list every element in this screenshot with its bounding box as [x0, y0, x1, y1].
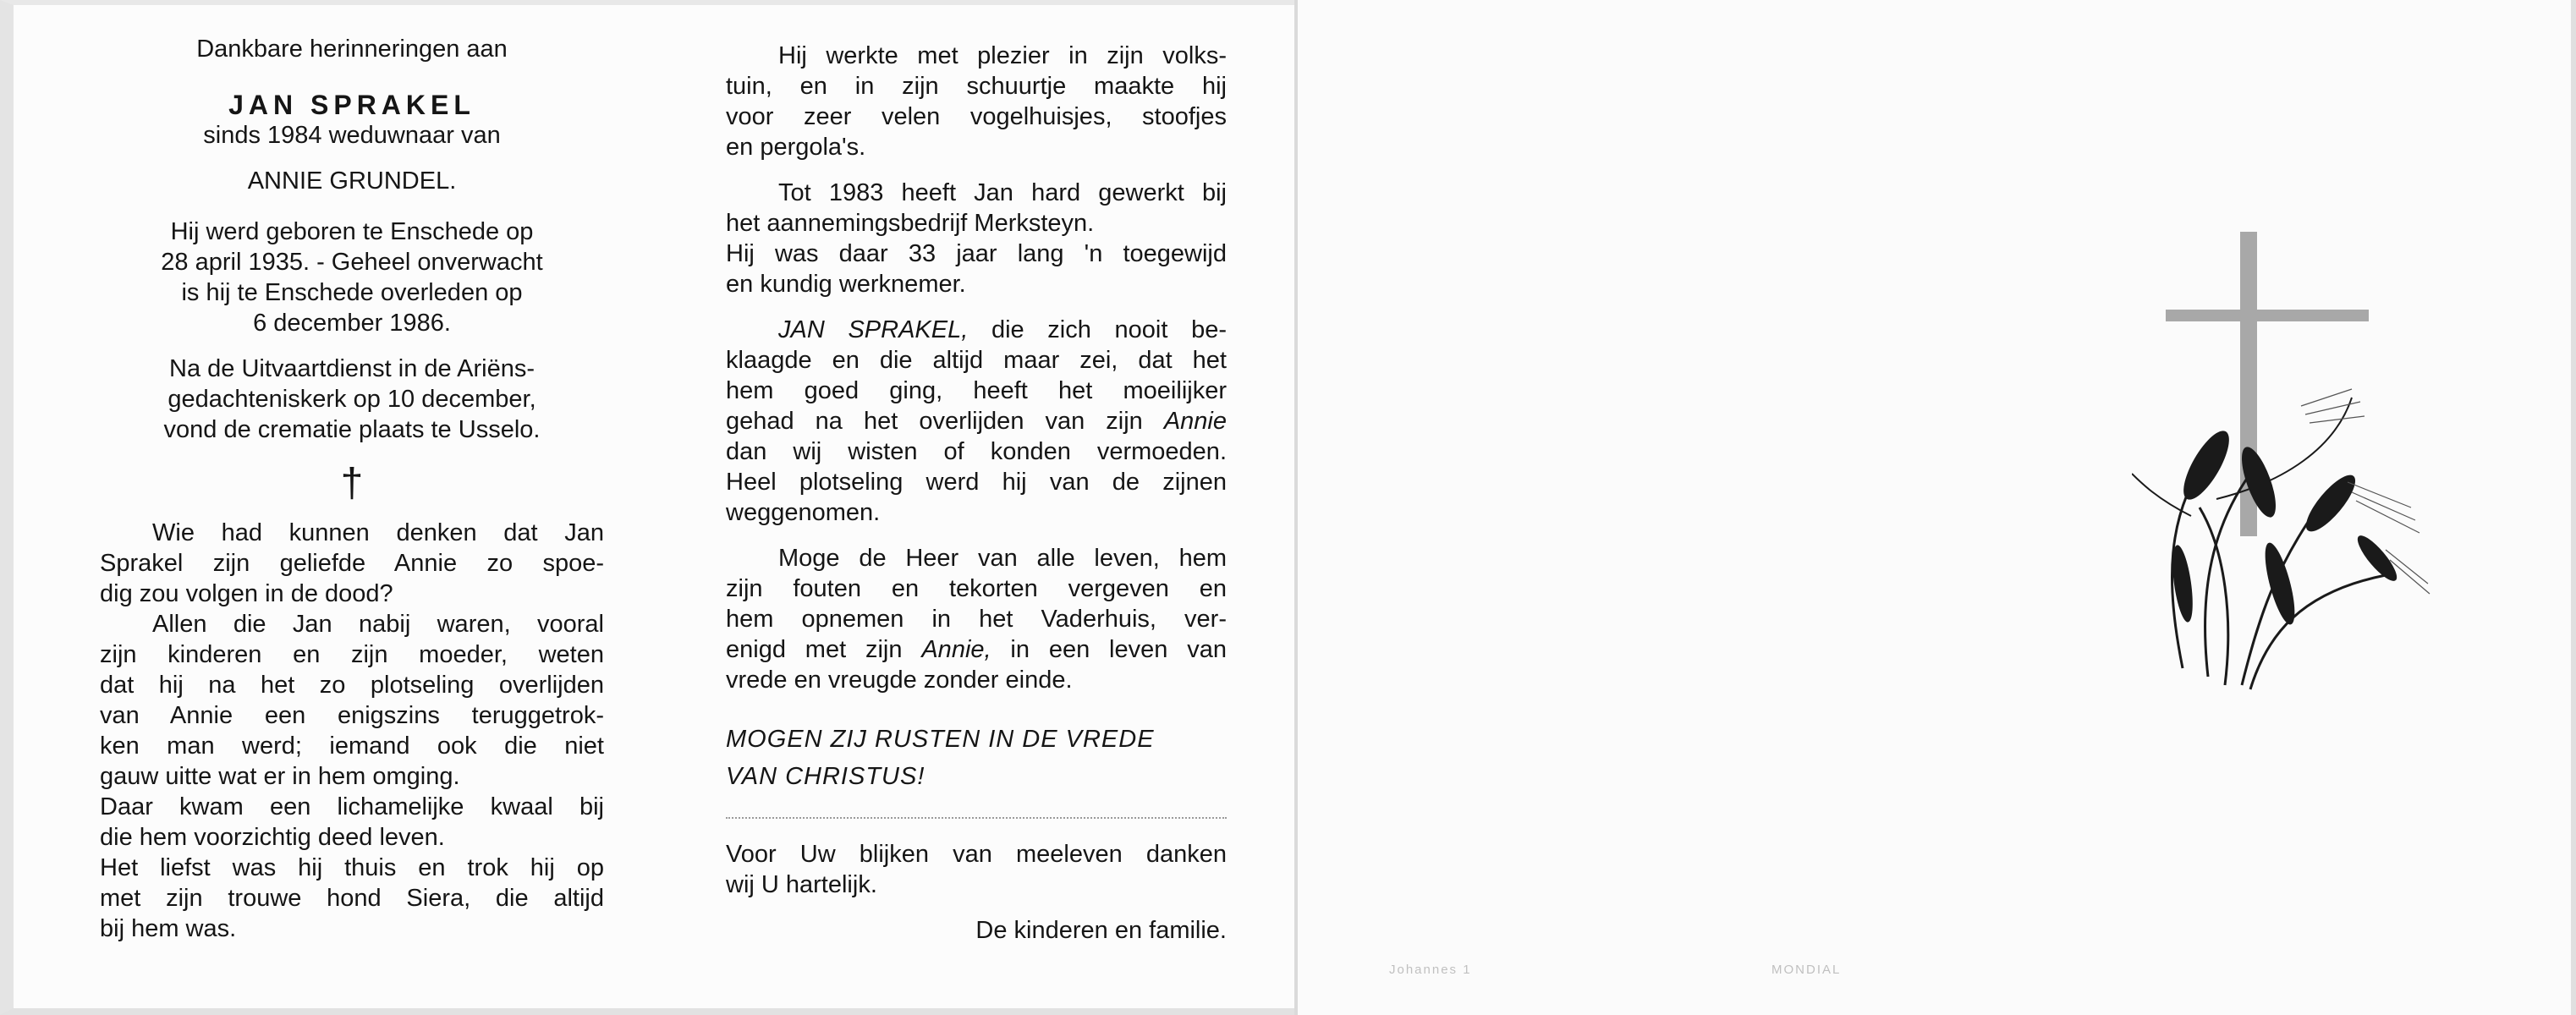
text-line: Tot 1983 heeft Jan hard gewerkt bij — [778, 179, 1227, 206]
text-line: tuin, en in zijn schuurtje maakte hij — [726, 73, 1227, 100]
text-span: in een leven van — [991, 636, 1227, 663]
footer-verse: Johannes 1 — [1389, 963, 1472, 977]
text-line: hem goed ging, heeft het moeilijker — [726, 377, 1227, 404]
dotted-divider — [726, 817, 1227, 819]
signature: De kinderen en familie. — [975, 917, 1227, 944]
thanks-line: Voor Uw blijken van meeleven danken — [726, 841, 1227, 868]
text-line — [726, 315, 1227, 345]
text-line: hem opnemen in het Vaderhuis, ver- — [726, 606, 1227, 633]
text-line — [726, 406, 1227, 436]
text-line: vrede en vreugde zonder einde. — [726, 667, 1073, 694]
deceased-name: JAN SPRAKEL — [228, 90, 475, 120]
service-line: gedachteniskerk op 10 december, — [168, 386, 536, 413]
intro-line: Dankbare herinneringen aan — [196, 36, 508, 63]
annie-italic: Annie — [1163, 408, 1227, 435]
text-line: gauw uitte wat er in hem omging. — [100, 763, 460, 790]
text-line: dat hij na het zo plotseling overlijden — [100, 672, 604, 699]
text-line: van Annie een enigszins teruggetrok- — [100, 702, 604, 729]
text-span: enigd met zijn — [726, 636, 922, 663]
name-italic: JAN SPRAKEL, — [778, 316, 969, 343]
annie-italic: Annie, — [921, 636, 991, 663]
paragraph-1 — [100, 518, 604, 609]
text-line: Moge de Heer van alle leven, hem — [778, 545, 1227, 572]
text-line: Het liefst was hij thuis en trok hij op — [100, 854, 604, 881]
paragraph-2 — [100, 609, 604, 792]
birth-line: is hij te Enschede overleden op — [181, 279, 523, 306]
text-line: Daar kwam een lichamelijke kwaal bij — [100, 793, 604, 820]
paragraph-character — [726, 315, 1227, 528]
motto-line: MOGEN ZIJ RUSTEN IN DE VREDE — [726, 726, 1155, 753]
widower-line: sinds 1984 weduwnaar van — [203, 122, 501, 149]
thanks-line: wij U hartelijk. — [726, 871, 877, 898]
birth-line: 28 april 1935. - Geheel onverwacht — [161, 249, 543, 276]
text-line: klaagde en die altijd maar zei, dat het — [726, 347, 1227, 374]
text-line: Allen die Jan nabij waren, vooral — [152, 611, 604, 638]
wheat-stalks — [2132, 398, 2386, 689]
text-line: Sprakel zijn geliefde Annie zo spoe- — [100, 550, 604, 577]
text-span: die zich nooit be- — [968, 316, 1227, 343]
birth-line: 6 december 1986. — [253, 310, 451, 337]
motto-line: VAN CHRISTUS! — [726, 763, 925, 790]
text-line: en pergola's. — [726, 134, 866, 161]
text-column-right — [726, 41, 1227, 946]
birth-death-block — [100, 217, 604, 338]
text-line: zijn fouten en tekorten vergeven en — [726, 575, 1227, 602]
text-line: voor zeer velen vogelhuisjes, stoofjes — [726, 103, 1227, 130]
wheat-awns — [2301, 389, 2430, 594]
text-line: met zijn trouwe hond Siera, die altijd — [100, 885, 604, 912]
text-line: dan wij wisten of konden vermoeden. — [726, 438, 1227, 465]
wheat-ears — [2169, 425, 2403, 627]
service-block — [100, 354, 604, 445]
text-line: weggenomen. — [726, 499, 881, 526]
text-line: Hij was daar 33 jaar lang 'n toegewijd — [726, 240, 1227, 267]
spouse-name: ANNIE GRUNDEL. — [247, 167, 457, 195]
paragraph-4 — [100, 853, 604, 944]
paragraph-work — [726, 178, 1227, 299]
text-line: dig zou volgen in de dood? — [100, 580, 393, 607]
cross-icon: † — [340, 461, 364, 506]
cross-with-wheat-icon — [2132, 228, 2436, 702]
text-line: het aannemingsbedrijf Merksteyn. — [726, 210, 1095, 237]
paragraph-hobbies — [726, 41, 1227, 162]
service-line: Na de Uitvaartdienst in de Ariëns- — [169, 355, 535, 382]
text-line: bij hem was. — [100, 915, 237, 942]
footer-brand: MONDIAL — [1771, 963, 1842, 977]
paragraph-prayer — [726, 543, 1227, 695]
text-line: die hem voorzichtig deed leven. — [100, 824, 445, 851]
service-line: vond de crematie plaats te Usselo. — [163, 416, 541, 443]
text-line: Wie had kunnen denken dat Jan — [152, 519, 604, 546]
text-line: en kundig werknemer. — [726, 271, 966, 298]
paragraph-3 — [100, 792, 604, 853]
birth-line: Hij werd geboren te Enschede op — [170, 218, 534, 245]
text-line: Heel plotseling werd hij van de zijnen — [726, 469, 1227, 496]
text-line: zijn kinderen en zijn moeder, weten — [100, 641, 604, 668]
text-span: gehad na het overlijden van zijn — [726, 408, 1164, 435]
text-line: ken man werd; iemand ook die niet — [100, 732, 604, 760]
thanks-block — [726, 839, 1227, 900]
text-line: Hij werkte met plezier in zijn volks- — [778, 42, 1227, 69]
text-column-left — [100, 34, 604, 944]
text-line — [726, 634, 1227, 665]
closing-motto — [726, 721, 1227, 795]
